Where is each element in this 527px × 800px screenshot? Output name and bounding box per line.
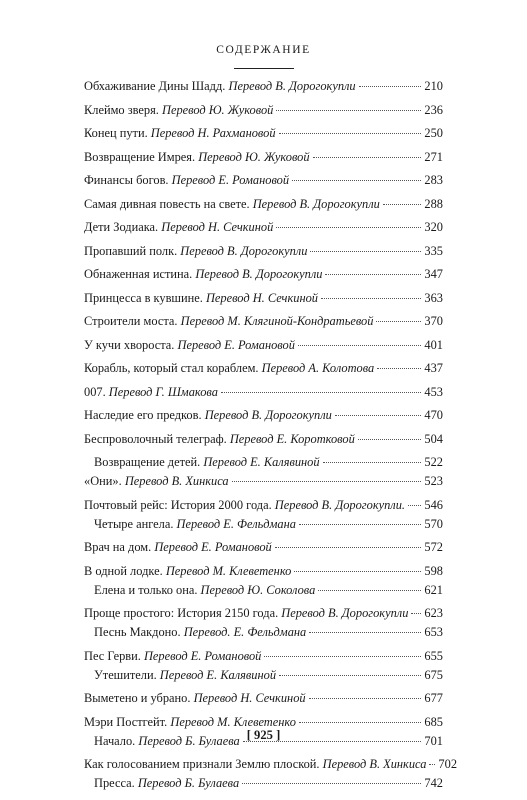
toc-entry	[84, 289, 443, 308]
toc-entry-translator: Перевод Н. Рахмановой	[150, 126, 276, 140]
toc-dot-leader	[383, 204, 422, 205]
toc-entry-line	[94, 776, 443, 791]
toc-dot-leader	[325, 274, 421, 275]
toc-dot-leader	[376, 321, 421, 322]
toc-entry-title: Елена и только она.	[94, 582, 198, 597]
toc-dot-leader	[294, 571, 421, 572]
toc-dot-leader	[313, 157, 422, 158]
toc-entry	[84, 312, 443, 331]
toc-dot-leader	[309, 632, 421, 633]
toc-entry-translator: Перевод В. Дорогокупли	[228, 79, 356, 93]
toc-entry-line	[84, 691, 443, 706]
toc-entry	[84, 623, 443, 642]
header-rule	[234, 68, 294, 69]
toc-entry	[84, 430, 443, 449]
toc-entry	[84, 265, 443, 284]
toc-entry-title: Самая дивная повесть на свете.	[84, 196, 250, 211]
toc-entry-title: Утешители.	[94, 667, 157, 682]
toc-entry-line	[84, 564, 443, 579]
toc-entry-page: 570	[424, 516, 443, 531]
toc-entry-line	[84, 291, 443, 306]
toc-entry-translator: Перевод Е. Калявиной	[159, 667, 277, 682]
toc-dot-leader	[321, 298, 421, 299]
toc-entry-page: 623	[424, 606, 443, 620]
toc-entry-title: У кучи хвороста.	[84, 337, 175, 352]
toc-entry	[84, 538, 443, 557]
toc-entry-line	[84, 498, 443, 513]
toc-entry-title: Четыре ангела.	[94, 516, 174, 531]
toc-entry-translator: Перевод В. Хинкиса	[322, 757, 427, 771]
toc-entry	[84, 148, 443, 167]
toc-entry	[84, 604, 443, 623]
toc-entry-title: Обнаженная истина.	[84, 267, 193, 281]
toc-entry-line	[84, 338, 443, 353]
toc-entry-line	[94, 455, 443, 470]
toc-dot-leader	[292, 180, 421, 181]
toc-entry-translator: Перевод В. Дорогокупли	[180, 243, 308, 258]
toc-entry-title: Почтовый рейс: История 2000 года.	[84, 497, 272, 512]
toc-entry-line	[84, 408, 443, 423]
toc-entry-title: Начало.	[94, 733, 136, 748]
toc-entry-title: Беспроволочный телеграф.	[84, 431, 227, 446]
toc-dot-leader	[335, 415, 422, 416]
toc-entry-page: 675	[424, 667, 443, 682]
toc-entry-title: Обхаживание Дины Шадд.	[84, 79, 226, 93]
toc-entry-page: 250	[424, 126, 443, 140]
toc-dot-leader	[276, 227, 421, 228]
toc-entry	[84, 472, 443, 491]
toc-entry-translator: Перевод Б. Булаева	[138, 733, 240, 748]
toc-entry-translator: Перевод Н. Сечкиной	[205, 290, 318, 305]
toc-entry-translator: Перевод Н. Сечкиной	[161, 220, 274, 234]
toc-entry-page: 504	[424, 431, 443, 446]
toc-entry	[84, 406, 443, 425]
toc-entry-translator: Перевод Ю. Жуковой	[198, 149, 310, 164]
toc-entry	[84, 496, 443, 515]
toc-entry-translator: Перевод Г. Шмакова	[108, 384, 218, 399]
toc-entry-title: Пресса.	[94, 776, 135, 790]
toc-entry-translator: Перевод Е. Калявиной	[203, 455, 320, 469]
toc-dot-leader	[298, 345, 421, 346]
toc-dot-leader	[299, 722, 421, 723]
toc-entry-page: 621	[424, 582, 443, 597]
toc-entry-page: 370	[424, 314, 443, 328]
toc-dot-leader	[411, 613, 421, 614]
page-number: [ 925 ]	[246, 728, 281, 742]
toc-entry-line	[84, 103, 443, 118]
toc-entry-title: 007.	[84, 384, 106, 399]
toc-dot-leader	[232, 481, 422, 482]
toc-entry-title: Выметено и убрано.	[84, 691, 191, 705]
toc-entry-page: 320	[424, 220, 443, 234]
toc-entry-line	[84, 79, 443, 94]
toc-entry-title: Возвращение детей.	[94, 455, 201, 469]
toc-entry-line	[94, 668, 443, 683]
toc-entry-page: 522	[424, 455, 443, 469]
toc-entry-line	[84, 150, 443, 165]
toc-entry-page: 685	[424, 714, 443, 729]
toc-entry-title: Возвращение Имрея.	[84, 149, 196, 164]
toc-entry	[84, 755, 458, 774]
toc-entry-title: Песнь Макдоно.	[94, 625, 181, 639]
toc-entry-title: Врач на дом.	[84, 540, 152, 554]
toc-entry-page: 572	[424, 540, 443, 554]
toc-entry-page: 437	[424, 361, 443, 375]
toc-entry	[84, 515, 443, 534]
toc-entry	[84, 647, 443, 666]
toc-entry-title: Строители моста.	[84, 314, 178, 328]
toc-entry-line	[84, 267, 443, 282]
toc-entry-translator: Перевод М. Клягиной-Кондратьевой	[180, 314, 374, 328]
toc-entry-title: Пропавший полк.	[84, 243, 178, 258]
toc-dot-leader	[276, 110, 421, 111]
toc-entry	[84, 383, 443, 402]
toc-entry	[84, 666, 443, 685]
toc-entry-translator: Перевод Е. Коротковой	[229, 431, 355, 446]
toc-entry-line	[84, 474, 443, 489]
toc-dot-leader	[264, 656, 421, 657]
toc-entry	[84, 774, 443, 793]
toc-entry-translator: Перевод Е. Романовой	[143, 648, 262, 663]
toc-entry	[84, 171, 443, 190]
toc-entry-line	[84, 244, 443, 259]
toc-entry-line	[84, 126, 443, 141]
toc-entry-line	[84, 314, 443, 329]
toc-entry-line	[84, 361, 443, 376]
toc-entry-title: Пес Герви.	[84, 648, 141, 663]
toc-entry-title: Как голосованием признали Землю плоской.	[84, 757, 320, 771]
toc-entry-line	[84, 432, 443, 447]
toc-entry	[84, 689, 443, 708]
toc-entry-page: 283	[424, 173, 443, 187]
toc-entry-translator: Перевод Н. Сечкиной	[193, 691, 306, 705]
table-of-contents	[84, 77, 458, 793]
toc-entry-page: 677	[424, 691, 443, 705]
toc-entry-page: 453	[424, 384, 443, 399]
toc-entry-line	[84, 649, 443, 664]
toc-entry-page: 335	[424, 243, 443, 258]
toc-dot-leader	[408, 505, 421, 506]
toc-entry-title: Принцесса в кувшине.	[84, 290, 203, 305]
toc-dot-leader	[377, 368, 421, 369]
toc-dot-leader	[279, 133, 422, 134]
toc-entry-title: Дети Зодиака.	[84, 220, 159, 234]
toc-entry	[84, 359, 443, 378]
toc-entry-translator: Перевод В. Дорогокупли	[195, 267, 323, 281]
toc-entry-translator: Перевод. Е. Фельдмана	[183, 625, 307, 639]
toc-entry-translator: Перевод Е. Фельдмана	[176, 516, 296, 531]
toc-entry-translator: Перевод В. Дорогокупли	[204, 408, 332, 422]
toc-entry-line	[84, 540, 443, 555]
page-header: СОДЕРЖАНИЕ	[216, 44, 311, 56]
toc-dot-leader	[309, 698, 422, 699]
toc-entry-line	[84, 757, 458, 772]
toc-entry-line	[84, 606, 443, 621]
toc-entry-page: 210	[424, 79, 443, 93]
toc-entry-title: Корабль, который стал кораблем.	[84, 361, 259, 375]
toc-entry-page: 742	[424, 776, 443, 790]
toc-dot-leader	[358, 439, 422, 440]
toc-entry-title: Проще простого: История 2150 года.	[84, 606, 279, 620]
toc-entry-page: 271	[424, 149, 443, 164]
toc-entry-title: Клеймо зверя.	[84, 102, 159, 117]
toc-entry-translator: Перевод В. Дорогокупли.	[274, 497, 406, 512]
toc-entry	[84, 336, 443, 355]
toc-entry-translator: Перевод Б. Булаева	[137, 776, 240, 790]
toc-dot-leader	[279, 675, 421, 676]
toc-entry-page: 401	[424, 337, 443, 352]
toc-entry-translator: Перевод Е. Романовой	[171, 173, 290, 187]
toc-entry-page: 470	[424, 408, 443, 422]
toc-entry	[84, 242, 443, 261]
toc-entry	[84, 581, 443, 600]
toc-dot-leader	[242, 783, 421, 784]
toc-entry-page: 655	[424, 648, 443, 663]
toc-entry-translator: Перевод Е. Романовой	[177, 337, 295, 352]
toc-entry-translator: Перевод Ю. Соколова	[200, 582, 316, 597]
toc-entry-page: 702	[438, 757, 458, 771]
toc-dot-leader	[299, 524, 421, 525]
toc-dot-leader	[275, 547, 422, 548]
toc-entry-page: 523	[424, 474, 443, 488]
toc-entry	[84, 195, 443, 214]
toc-entry-page: 701	[424, 733, 443, 748]
toc-entry-page: 598	[424, 563, 443, 578]
toc-entry-title: Наследие его предков.	[84, 408, 202, 422]
toc-entry-title: Мэри Постгейт.	[84, 714, 168, 729]
toc-entry-title: Конец пути.	[84, 126, 148, 140]
toc-entry-line	[94, 517, 443, 532]
toc-entry-translator: Перевод Е. Романовой	[154, 540, 272, 554]
toc-entry-translator: Перевод М. Клеветенко	[170, 714, 296, 729]
toc-entry	[84, 218, 443, 237]
toc-entry-page: 288	[424, 196, 443, 211]
toc-entry-line	[84, 197, 443, 212]
toc-entry-line	[94, 583, 443, 598]
toc-entry-translator: Перевод Ю. Жуковой	[162, 102, 274, 117]
toc-dot-leader	[310, 251, 421, 252]
toc-entry	[84, 77, 443, 96]
toc-entry-page: 363	[424, 290, 443, 305]
toc-entry	[84, 453, 443, 472]
toc-entry-title: «Они».	[84, 474, 122, 488]
toc-dot-leader	[429, 764, 435, 765]
toc-entry-page: 546	[424, 497, 443, 512]
toc-entry	[84, 101, 443, 120]
toc-dot-leader	[323, 462, 422, 463]
toc-dot-leader	[318, 590, 421, 591]
toc-entry-page: 653	[424, 625, 443, 639]
toc-entry-line	[84, 385, 443, 400]
toc-entry-title: Финансы богов.	[84, 173, 169, 187]
toc-entry-translator: Перевод В. Дорогокупли	[281, 606, 409, 620]
toc-entry-page: 236	[424, 102, 443, 117]
toc-entry-line	[94, 625, 443, 640]
toc-entry-page: 347	[424, 267, 443, 281]
toc-entry-translator: Перевод В. Хинкиса	[124, 474, 229, 488]
toc-dot-leader	[221, 392, 422, 393]
toc-entry-line	[84, 220, 443, 235]
toc-entry-translator: Перевод А. Колотова	[261, 361, 375, 375]
toc-entry	[84, 562, 443, 581]
toc-entry-line	[84, 173, 443, 188]
toc-entry-translator: Перевод М. Клеветенко	[165, 563, 292, 578]
toc-entry	[84, 124, 443, 143]
toc-entry-title: В одной лодке.	[84, 563, 163, 578]
toc-entry-translator: Перевод В. Дорогокупли	[252, 196, 380, 211]
toc-dot-leader	[359, 86, 422, 87]
